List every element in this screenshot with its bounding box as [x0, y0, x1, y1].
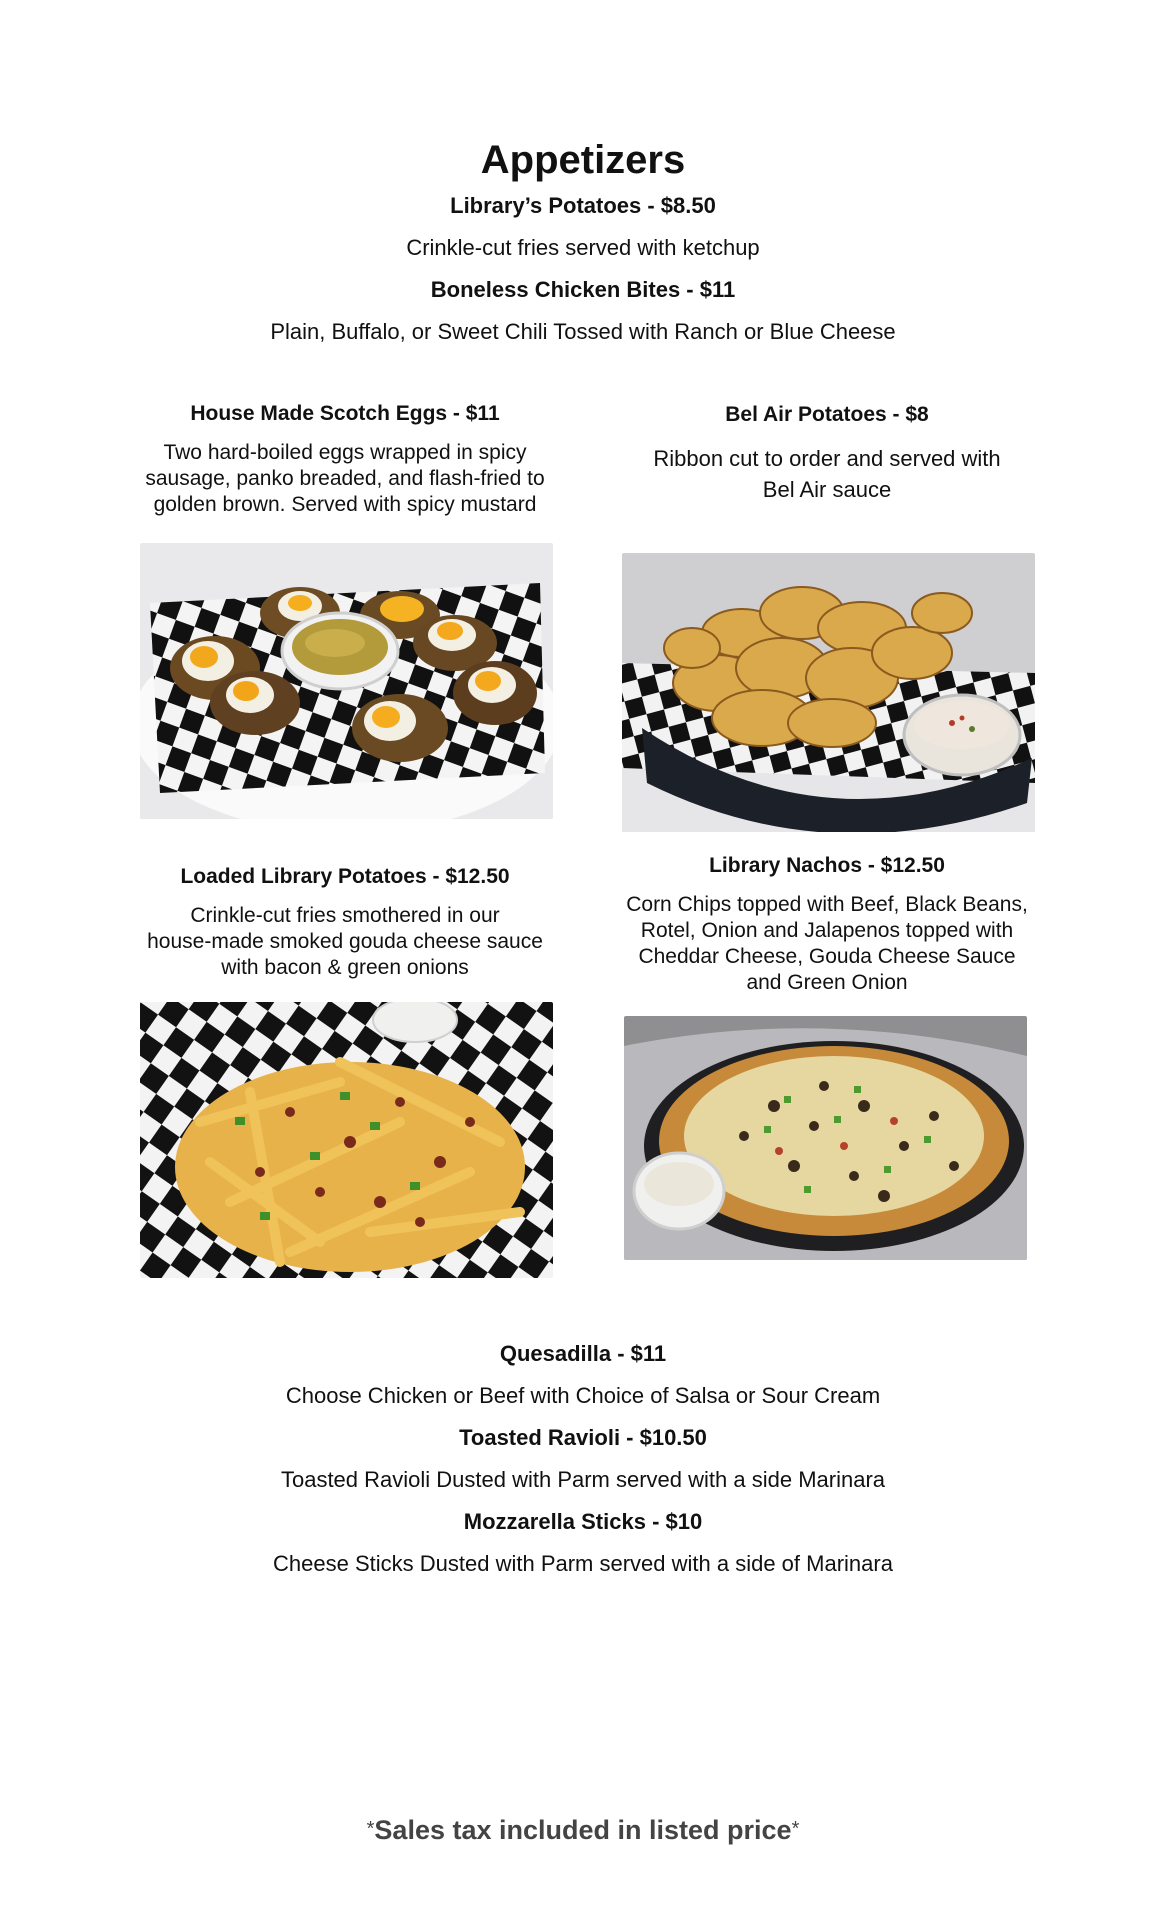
- item-description: [130, 903, 560, 981]
- item-description: [0, 1550, 1166, 1578]
- desc-line: Two hard-boiled eggs wrapped in spicy: [163, 441, 527, 464]
- menu-item-librarys-potatoes: [0, 192, 1166, 220]
- desc-line: sausage, panko breaded, and flash-fried to: [145, 467, 545, 490]
- desc-line: house-made smoked gouda cheese sauce: [147, 930, 543, 953]
- desc-line: Corn Chips topped with Beef, Black Beans,: [626, 893, 1028, 916]
- item-description: [0, 234, 1166, 262]
- bel-air-potatoes-photo: [622, 553, 1035, 832]
- item-name: Quesadilla - $11: [499, 1341, 667, 1366]
- item-description: [612, 892, 1042, 996]
- menu-item-quesadilla: [0, 1340, 1166, 1368]
- item-name: Library’s Potatoes - $8.50: [450, 193, 716, 218]
- item-description: [130, 440, 560, 518]
- item-desc-text: Crinkle-cut fries served with ketchup: [406, 235, 760, 260]
- item-description: [0, 1466, 1166, 1494]
- item-name: Boneless Chicken Bites - $11: [430, 277, 736, 302]
- item-description: [0, 1382, 1166, 1410]
- desc-line: and Green Onion: [746, 971, 908, 994]
- sales-tax-note: [0, 1815, 1166, 1846]
- desc-line: golden brown. Served with spicy mustard: [153, 493, 537, 516]
- item-name: Library Nachos - $12.50: [709, 854, 945, 877]
- item-name: Mozzarella Sticks - $10: [463, 1509, 703, 1534]
- menu-item-mozzarella-sticks: [0, 1508, 1166, 1536]
- item-desc-text: Plain, Buffalo, or Sweet Chili Tossed with Ranch or Blue Cheese: [270, 319, 896, 344]
- desc-line: Ribbon cut to order and served with: [653, 446, 1001, 471]
- item-description: [612, 443, 1042, 505]
- item-name: Loaded Library Potatoes - $12.50: [180, 865, 510, 888]
- menu-item-library-nachos: [612, 852, 1042, 996]
- item-name: Bel Air Potatoes - $8: [725, 403, 929, 426]
- menu-item-boneless-chicken-bites: [0, 276, 1166, 304]
- nachos-photo: [624, 1016, 1027, 1260]
- page-title: Appetizers: [480, 138, 686, 182]
- item-desc-text: Toasted Ravioli Dusted with Parm served with a side Marinara: [280, 1467, 886, 1492]
- item-desc-text: Choose Chicken or Beef with Choice of Salsa or Sour Cream: [285, 1383, 881, 1408]
- scotch-eggs-photo: [140, 543, 553, 819]
- item-description: [0, 318, 1166, 346]
- desc-line: Cheddar Cheese, Gouda Cheese Sauce: [638, 945, 1016, 968]
- desc-line: Crinkle-cut fries smothered in our: [190, 904, 500, 927]
- menu-item-loaded-library-potatoes: [130, 863, 560, 981]
- desc-line: with bacon & green onions: [221, 956, 469, 979]
- loaded-potatoes-photo: [140, 1002, 553, 1278]
- desc-line: Bel Air sauce: [762, 477, 892, 502]
- item-desc-text: Cheese Sticks Dusted with Parm served with a side of Marinara: [273, 1551, 893, 1576]
- menu-item-toasted-ravioli: [0, 1424, 1166, 1452]
- item-name: House Made Scotch Eggs - $11: [190, 402, 500, 425]
- sales-tax-text: Sales tax included in listed price: [374, 1815, 792, 1845]
- asterisk: *: [366, 1818, 375, 1840]
- menu-item-bel-air-potatoes: [612, 401, 1042, 505]
- item-name: Toasted Ravioli - $10.50: [459, 1425, 707, 1450]
- menu-item-scotch-eggs: [130, 400, 560, 518]
- desc-line: Rotel, Onion and Jalapenos topped with: [640, 919, 1014, 942]
- asterisk: *: [791, 1818, 800, 1840]
